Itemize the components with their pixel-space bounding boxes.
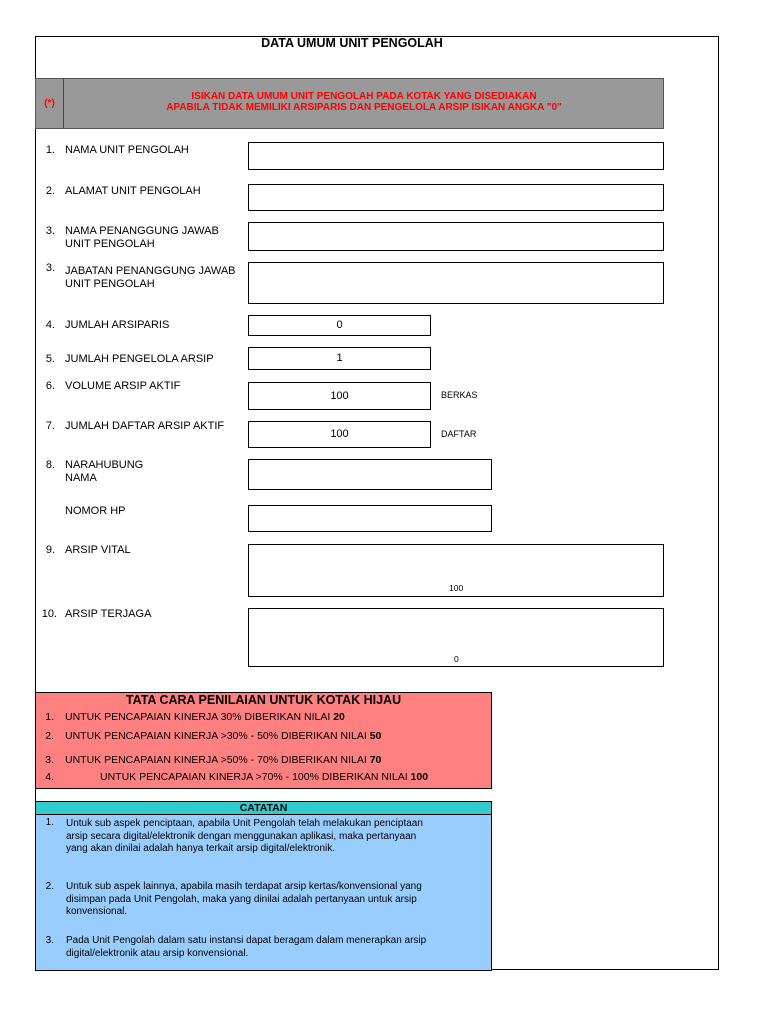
note-number: 3. <box>45 935 54 946</box>
field-label-nama-pj <box>65 225 219 250</box>
jumlah-daftar-arsip-input[interactable]: 100 <box>248 421 431 448</box>
note-line: digital/elektronik atau arsip konvensional. <box>66 947 249 959</box>
rule-item <box>100 771 428 783</box>
arsip-terjaga-input[interactable] <box>248 608 664 667</box>
field-number: 4. <box>45 319 55 331</box>
rule-score: 50 <box>369 730 382 742</box>
note-line: Pada Unit Pengolah dalam satu instansi dapat beragam dalam menerapkan arsip <box>66 935 427 946</box>
instruction-line-2: APABILA TIDAK MEMILIKI ARSIPARIS DAN PENGELOLA ARSIP ISIKAN ANGKA "0" <box>166 102 562 113</box>
field-label-nomor-hp: NOMOR HP <box>65 505 126 517</box>
page-title: DATA UMUM UNIT PENGOLAH <box>261 36 443 50</box>
rule-item <box>65 754 381 766</box>
note-item <box>66 818 476 856</box>
rule-text: UNTUK PENCAPAIAN KINERJA >50% - 70% DIBERIKAN NILAI <box>65 754 370 766</box>
note-number: 2. <box>45 881 54 892</box>
field-label-daftar-arsip: JUMLAH DAFTAR ARSIP AKTIF <box>65 420 225 432</box>
instruction-banner <box>35 78 664 129</box>
label-line: NAMA PENANGGUNG JAWAB <box>65 225 219 237</box>
scoring-rules-box <box>35 692 492 789</box>
rule-number: 3. <box>45 754 54 766</box>
note-line: Untuk sub aspek penciptaan, apabila Unit Pengolah telah melakukan penciptaan <box>66 818 423 829</box>
field-number: 1. <box>45 144 55 156</box>
jumlah-arsiparis-input[interactable]: 0 <box>248 315 431 336</box>
field-label-narahubung <box>65 459 143 484</box>
required-marker: (*) <box>36 79 64 128</box>
field-number: 7. <box>45 420 55 432</box>
note-item <box>66 881 476 919</box>
field-label-arsip-vital: ARSIP VITAL <box>65 544 131 556</box>
rule-item <box>65 711 345 723</box>
instruction-text <box>64 91 664 113</box>
note-line: disimpan pada Unit Pengolah, maka yang dinilai adalah pertanyaan untuk arsip <box>66 893 417 905</box>
field-number: 3. <box>45 262 55 274</box>
rule-score: 70 <box>369 754 382 766</box>
rule-text: UNTUK PENCAPAIAN KINERJA 30% DIBERIKAN NILAI <box>65 711 334 723</box>
field-label-alamat: ALAMAT UNIT PENGOLAH <box>65 185 201 197</box>
field-label-jumlah-arsiparis: JUMLAH ARSIPARIS <box>65 319 170 331</box>
instruction-line-1: ISIKAN DATA UMUM UNIT PENGOLAH PADA KOTAK YANG DISEDIAKAN <box>191 91 537 102</box>
label-line: UNIT PENGOLAH <box>65 237 155 250</box>
rule-text: UNTUK PENCAPAIAN KINERJA >70% - 100% DIBERIKAN NILAI <box>100 771 411 783</box>
rule-score: 20 <box>333 711 345 723</box>
note-item <box>66 935 476 960</box>
note-line: arsip secara digital/elektronik dengan menggunakan aplikasi, maka pertanyaan <box>66 830 417 842</box>
note-number: 1. <box>45 817 54 828</box>
rule-number: 1. <box>45 711 54 723</box>
rule-text: UNTUK PENCAPAIAN KINERJA >30% - 50% DIBERIKAN NILAI <box>65 730 370 742</box>
field-label-volume-arsip: VOLUME ARSIP AKTIF <box>65 380 181 392</box>
field-number: 6. <box>45 380 55 392</box>
note-line: yang akan dinilai adalah hanya terkait arsip digital/elektronik. <box>66 843 336 854</box>
field-number: 10. <box>41 608 57 620</box>
notes-box <box>35 815 492 971</box>
scoring-rules-heading: TATA CARA PENILAIAN UNTUK KOTAK HIJAU <box>125 693 402 707</box>
label-line: NARAHUBUNG <box>65 459 144 471</box>
alamat-input[interactable] <box>248 184 664 211</box>
unit-berkas: BERKAS <box>441 390 478 400</box>
rule-number: 2. <box>45 730 54 742</box>
nama-penanggung-jawab-input[interactable] <box>248 222 664 251</box>
field-label-jumlah-pengelola: JUMLAH PENGELOLA ARSIP <box>65 353 214 365</box>
nama-unit-input[interactable] <box>248 142 664 170</box>
unit-daftar: DAFTAR <box>441 429 477 439</box>
jumlah-pengelola-input[interactable]: 1 <box>248 347 431 370</box>
field-number: 8. <box>45 459 55 471</box>
arsip-vital-value: 100 <box>449 583 464 593</box>
field-number: 2. <box>45 185 55 197</box>
notes-heading: CATATAN <box>35 801 492 815</box>
label-line: JABATAN PENANGGUNG JAWAB <box>65 265 236 277</box>
volume-arsip-input[interactable]: 100 <box>248 382 431 410</box>
nomor-hp-input[interactable] <box>248 505 492 532</box>
field-label-arsip-terjaga: ARSIP TERJAGA <box>65 608 152 620</box>
field-label-jabatan-pj <box>65 265 236 290</box>
arsip-terjaga-value: 0 <box>454 654 459 664</box>
note-line: konvensional. <box>66 906 128 917</box>
jabatan-penanggung-jawab-input[interactable] <box>248 262 664 304</box>
narahubung-nama-input[interactable] <box>248 459 492 490</box>
field-number: 5. <box>45 353 55 365</box>
rule-score: 100 <box>410 771 429 783</box>
field-label-nama-unit: NAMA UNIT PENGOLAH <box>65 144 189 156</box>
field-number: 3. <box>45 225 55 237</box>
note-line: Untuk sub aspek lainnya, apabila masih terdapat arsip kertas/konvensional yang <box>66 881 422 892</box>
rule-item <box>65 730 381 742</box>
arsip-vital-input[interactable] <box>248 544 664 597</box>
rule-number: 4. <box>45 771 54 783</box>
field-number: 9. <box>45 544 55 556</box>
label-line: UNIT PENGOLAH <box>65 277 155 290</box>
label-line: NAMA <box>65 471 97 484</box>
